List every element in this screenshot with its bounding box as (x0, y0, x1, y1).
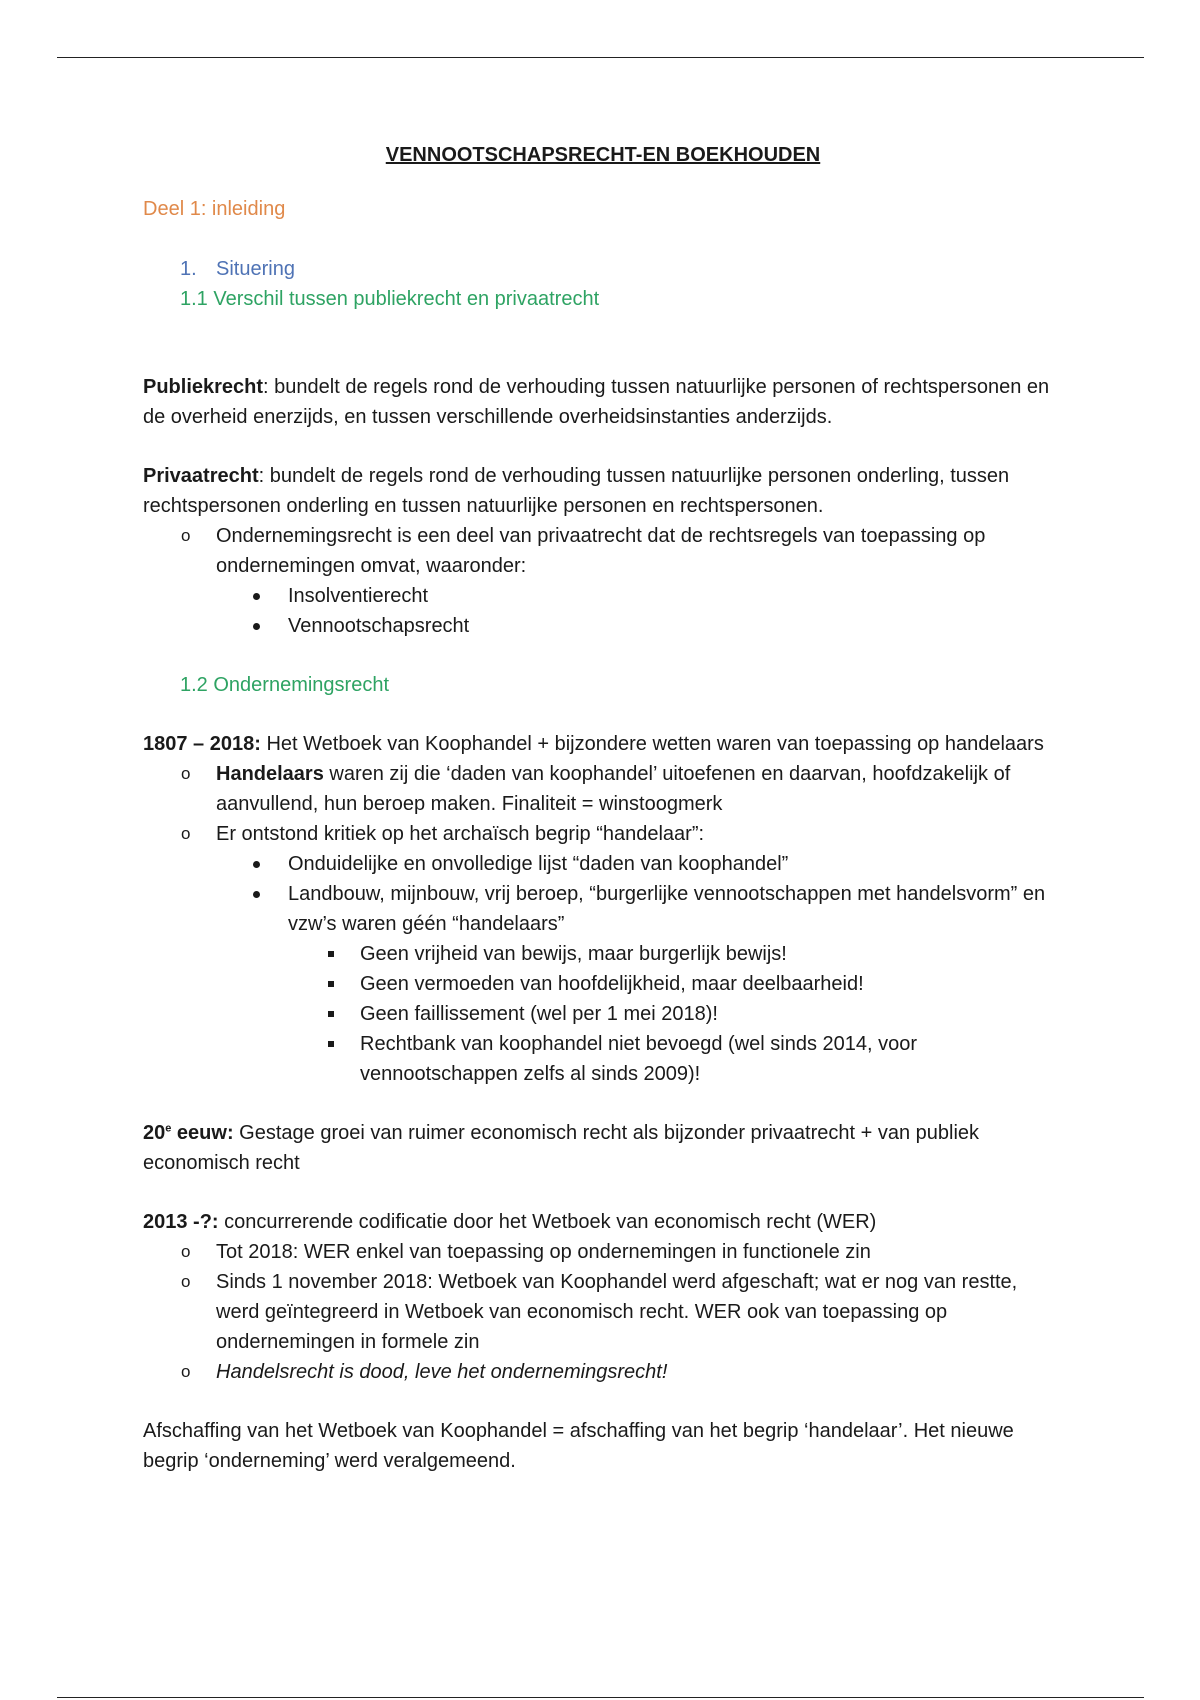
list-item: o Sinds 1 november 2018: Wetboek van Koophandel werd afgeschaft; wat er nog van restte, werd geïntegreerd in Wetboek van economisch recht. WER ook van toepassing op ondernemingen in formele zin (143, 1267, 1063, 1357)
document-title: VENNOOTSCHAPSRECHT-EN BOEKHOUDEN (385, 144, 821, 166)
term-2013: 2013 -?: (143, 1211, 219, 1233)
term-1807-2018: 1807 – 2018: (143, 733, 261, 755)
paragraph-closing: Afschaffing van het Wetboek van Koophandel = afschaffing van het begrip ‘handelaar’. Het nieuwe begrip ‘onderneming’ werd veralgemeend. (143, 1420, 1014, 1472)
list-item: Onduidelijke en onvolledige lijst “daden van koophandel” (143, 849, 1063, 879)
list-item: Insolventierecht (143, 581, 1063, 611)
definition-publiekrecht: : bundelt de regels rond de verhouding tussen natuurlijke personen of rechtspersonen en de overheid enerzijds, en tussen verschillende overheidsinstanties anderzijds. (143, 376, 1050, 428)
list-item: o Tot 2018: WER enkel van toepassing op ondernemingen in functionele zin (143, 1237, 1063, 1267)
list-item: Rechtbank van koophandel niet bevoegd (wel sinds 2014, voor vennootschappen zelfs al sinds 2009)! (143, 1029, 1063, 1089)
paragraph-privaatrecht (143, 461, 1063, 521)
gevolgen-subsublist (143, 939, 1063, 1089)
term-publiekrecht: Publiekrecht (143, 376, 264, 398)
privaatrecht-list (143, 521, 1063, 581)
definition-privaatrecht: : bundelt de regels rond de verhouding tussen natuurlijke personen onderling, tussen rechtspersonen onderling en tussen natuurlijke personen en rechtspersonen. (143, 465, 1010, 517)
list-item: o Handelsrecht is dood, leve het ondernemingsrecht! (143, 1357, 1063, 1387)
paragraph-20e-eeuw: 20e eeuw: Gestage groei van ruimer economisch recht als bijzonder privaatrecht + van publiek economisch recht (143, 1122, 980, 1174)
part-heading: Deel 1: inleiding (143, 198, 286, 220)
privaatrecht-sublist (143, 581, 1063, 641)
paragraph-2013: 2013 -?: concurrerende codificatie door het Wetboek van economisch recht (WER) (143, 1211, 877, 1233)
list-item: Geen vermoeden van hoofdelijkheid, maar deelbaarheid! (143, 969, 1063, 999)
list-item: o Handelaars waren zij die ‘daden van koophandel’ uitoefenen en daarvan, hoofdzakelijk of aanvullend, hun beroep maken. Finaliteit = winstoogmerk (143, 759, 1063, 819)
list-item: Landbouw, mijnbouw, vrij beroep, “burgerlijke vennootschappen met handelsvorm” en vzw’s waren géén “handelaars” (143, 879, 1063, 939)
term-privaatrecht: Privaatrecht (143, 465, 259, 487)
wer-list (143, 1237, 1063, 1387)
kritiek-sublist (143, 849, 1063, 939)
subsection-heading-1-1: 1.1 Verschil tussen publiekrecht en privaatrecht (180, 288, 600, 310)
list-item: o Ondernemingsrecht is een deel van privaatrecht dat de rechtsregels van toepassing op ondernemingen omvat, waaronder: (143, 521, 1063, 581)
section-heading-situering (143, 254, 1063, 284)
list-item: Geen faillissement (wel per 1 mei 2018)! (143, 999, 1063, 1029)
list-item: Geen vrijheid van bewijs, maar burgerlijk bewijs! (143, 939, 1063, 969)
handelaars-list (143, 759, 1063, 849)
footer-rule (57, 1697, 1144, 1698)
header-rule (57, 57, 1144, 58)
paragraph-1807-2018: 1807 – 2018: Het Wetboek van Koophandel + bijzondere wetten waren van toepassing op handelaars (143, 733, 1044, 755)
section-number: 1. (180, 258, 197, 280)
list-item: Vennootschapsrecht (143, 611, 1063, 641)
section-label: Situering (216, 258, 295, 280)
subsection-heading-1-2: 1.2 Ondernemingsrecht (180, 674, 390, 696)
list-item: o Er ontstond kritiek op het archaïsch begrip “handelaar”: (143, 819, 1063, 849)
document-page (143, 140, 1063, 1476)
term-20e-eeuw: 20e eeuw: (143, 1122, 234, 1144)
paragraph-publiekrecht (143, 372, 1063, 432)
term-handelaars: Handelaars (216, 763, 324, 785)
